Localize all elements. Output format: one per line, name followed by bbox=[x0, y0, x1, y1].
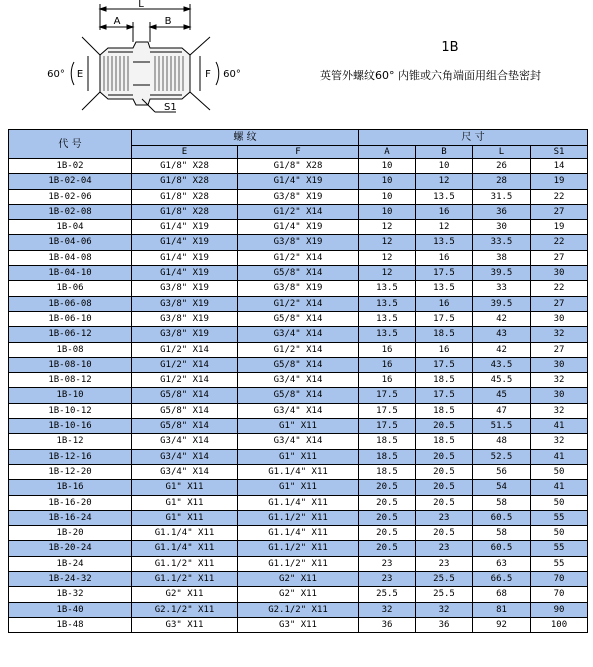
cell-s1: 41 bbox=[531, 480, 588, 495]
cell-l: 68 bbox=[473, 587, 531, 602]
col-header-e: E bbox=[132, 146, 238, 159]
cell-b: 17.5 bbox=[416, 266, 473, 281]
cell-f: G1.1/4" X11 bbox=[238, 526, 359, 541]
cell-b: 12 bbox=[416, 174, 473, 189]
table-row bbox=[9, 510, 588, 525]
cell-e: G3/4" X14 bbox=[132, 434, 238, 449]
cell-a: 10 bbox=[359, 189, 416, 204]
cell-l: 26 bbox=[473, 159, 531, 174]
cell-code: 1B-40 bbox=[9, 602, 132, 617]
cell-s1: 27 bbox=[531, 342, 588, 357]
cell-s1: 19 bbox=[531, 220, 588, 235]
cell-e: G1/4" X19 bbox=[132, 220, 238, 235]
cell-s1: 27 bbox=[531, 204, 588, 219]
table-row bbox=[9, 281, 588, 296]
cell-b: 20.5 bbox=[416, 449, 473, 464]
cell-f: G1.1/2" X11 bbox=[238, 541, 359, 556]
cell-e: G1/8" X28 bbox=[132, 174, 238, 189]
cell-a: 18.5 bbox=[359, 434, 416, 449]
cell-code: 1B-02-04 bbox=[9, 174, 132, 189]
cell-e: G3/4" X14 bbox=[132, 449, 238, 464]
cell-b: 23 bbox=[416, 556, 473, 571]
cell-a: 16 bbox=[359, 357, 416, 372]
cell-s1: 30 bbox=[531, 266, 588, 281]
table-row bbox=[9, 602, 588, 617]
cell-l: 60.5 bbox=[473, 541, 531, 556]
cell-e: G1" X11 bbox=[132, 495, 238, 510]
cell-e: G2" X11 bbox=[132, 587, 238, 602]
dim-label-A: A bbox=[113, 16, 121, 27]
cell-a: 13.5 bbox=[359, 296, 416, 311]
cell-f: G1.1/4" X11 bbox=[238, 495, 359, 510]
cell-code: 1B-48 bbox=[9, 617, 132, 632]
cell-e: G1.1/4" X11 bbox=[132, 541, 238, 556]
table-row bbox=[9, 373, 588, 388]
cell-s1: 90 bbox=[531, 602, 588, 617]
cell-f: G3/4" X14 bbox=[238, 403, 359, 418]
dim-label-F: F bbox=[205, 69, 211, 80]
table-row bbox=[9, 266, 588, 281]
table-row bbox=[9, 357, 588, 372]
table-row bbox=[9, 311, 588, 326]
cell-e: G1.1/4" X11 bbox=[132, 526, 238, 541]
cell-l: 58 bbox=[473, 526, 531, 541]
dim-label-angle-left: 60° bbox=[47, 69, 65, 80]
col-header-l: L bbox=[473, 146, 531, 159]
cell-s1: 27 bbox=[531, 250, 588, 265]
cell-e: G3/4" X14 bbox=[132, 464, 238, 479]
cell-b: 20.5 bbox=[416, 526, 473, 541]
fitting-drawing bbox=[0, 0, 250, 125]
cell-l: 58 bbox=[473, 495, 531, 510]
cell-e: G1/2" X14 bbox=[132, 373, 238, 388]
cell-a: 17.5 bbox=[359, 388, 416, 403]
table-row bbox=[9, 617, 588, 632]
cell-b: 16 bbox=[416, 342, 473, 357]
cell-l: 30 bbox=[473, 220, 531, 235]
table-row bbox=[9, 204, 588, 219]
cell-f: G1.1/2" X11 bbox=[238, 510, 359, 525]
table-row bbox=[9, 159, 588, 174]
cell-e: G3/8" X19 bbox=[132, 311, 238, 326]
cell-s1: 41 bbox=[531, 419, 588, 434]
cell-b: 20.5 bbox=[416, 419, 473, 434]
table-row bbox=[9, 403, 588, 418]
cell-s1: 19 bbox=[531, 174, 588, 189]
cell-f: G1.1/4" X11 bbox=[238, 464, 359, 479]
cell-b: 18.5 bbox=[416, 434, 473, 449]
cell-f: G2" X11 bbox=[238, 572, 359, 587]
cell-e: G5/8" X14 bbox=[132, 403, 238, 418]
cell-f: G1/2" X14 bbox=[238, 250, 359, 265]
cell-a: 36 bbox=[359, 617, 416, 632]
dim-label-S1: S1 bbox=[164, 102, 177, 113]
table-row bbox=[9, 587, 588, 602]
cell-e: G1/4" X19 bbox=[132, 235, 238, 250]
cell-l: 43.5 bbox=[473, 357, 531, 372]
cell-a: 20.5 bbox=[359, 495, 416, 510]
cell-a: 12 bbox=[359, 220, 416, 235]
cell-a: 16 bbox=[359, 373, 416, 388]
cell-code: 1B-10-12 bbox=[9, 403, 132, 418]
cell-b: 17.5 bbox=[416, 311, 473, 326]
cell-f: G1" X11 bbox=[238, 419, 359, 434]
cell-a: 10 bbox=[359, 174, 416, 189]
header-code: 代 号 bbox=[9, 130, 132, 159]
cell-code: 1B-16-20 bbox=[9, 495, 132, 510]
cell-e: G1/8" X28 bbox=[132, 189, 238, 204]
cell-l: 42 bbox=[473, 342, 531, 357]
cell-b: 32 bbox=[416, 602, 473, 617]
cell-s1: 14 bbox=[531, 159, 588, 174]
cell-a: 18.5 bbox=[359, 449, 416, 464]
cell-a: 32 bbox=[359, 602, 416, 617]
cell-e: G1" X11 bbox=[132, 480, 238, 495]
cell-s1: 32 bbox=[531, 434, 588, 449]
cell-l: 36 bbox=[473, 204, 531, 219]
table-row bbox=[9, 434, 588, 449]
cell-code: 1B-02 bbox=[9, 159, 132, 174]
cell-code: 1B-24 bbox=[9, 556, 132, 571]
cell-f: G1/2" X14 bbox=[238, 204, 359, 219]
cell-l: 31.5 bbox=[473, 189, 531, 204]
cell-f: G5/8" X14 bbox=[238, 311, 359, 326]
table-row bbox=[9, 388, 588, 403]
cell-b: 23 bbox=[416, 510, 473, 525]
cell-l: 54 bbox=[473, 480, 531, 495]
dim-label-L: L bbox=[138, 0, 144, 10]
cell-code: 1B-04 bbox=[9, 220, 132, 235]
table-row bbox=[9, 327, 588, 342]
cell-l: 39.5 bbox=[473, 296, 531, 311]
cell-a: 20.5 bbox=[359, 510, 416, 525]
cell-s1: 30 bbox=[531, 311, 588, 326]
cell-a: 13.5 bbox=[359, 327, 416, 342]
cell-a: 23 bbox=[359, 572, 416, 587]
cell-code: 1B-20-24 bbox=[9, 541, 132, 556]
cell-code: 1B-10-16 bbox=[9, 419, 132, 434]
cell-a: 23 bbox=[359, 556, 416, 571]
cell-a: 13.5 bbox=[359, 281, 416, 296]
cell-b: 20.5 bbox=[416, 464, 473, 479]
cell-b: 36 bbox=[416, 617, 473, 632]
cell-s1: 32 bbox=[531, 403, 588, 418]
cell-b: 16 bbox=[416, 204, 473, 219]
cell-b: 23 bbox=[416, 541, 473, 556]
col-header-a: A bbox=[359, 146, 416, 159]
table-row bbox=[9, 235, 588, 250]
cell-a: 18.5 bbox=[359, 464, 416, 479]
cell-s1: 22 bbox=[531, 235, 588, 250]
table-row bbox=[9, 296, 588, 311]
cell-b: 13.5 bbox=[416, 235, 473, 250]
table-row bbox=[9, 556, 588, 571]
cell-code: 1B-06 bbox=[9, 281, 132, 296]
table-row bbox=[9, 526, 588, 541]
cell-f: G1.1/2" X11 bbox=[238, 556, 359, 571]
cell-l: 56 bbox=[473, 464, 531, 479]
cell-f: G1" X11 bbox=[238, 449, 359, 464]
table-row bbox=[9, 495, 588, 510]
cell-l: 45 bbox=[473, 388, 531, 403]
cell-f: G3/4" X14 bbox=[238, 373, 359, 388]
cell-s1: 55 bbox=[531, 556, 588, 571]
table-row bbox=[9, 541, 588, 556]
cell-f: G5/8" X14 bbox=[238, 357, 359, 372]
cell-f: G2.1/2" X11 bbox=[238, 602, 359, 617]
dim-label-B: B bbox=[164, 16, 172, 27]
cell-f: G3" X11 bbox=[238, 617, 359, 632]
cell-s1: 22 bbox=[531, 189, 588, 204]
cell-e: G5/8" X14 bbox=[132, 388, 238, 403]
cell-l: 48 bbox=[473, 434, 531, 449]
cell-s1: 32 bbox=[531, 373, 588, 388]
cell-b: 12 bbox=[416, 220, 473, 235]
cell-b: 10 bbox=[416, 159, 473, 174]
cell-code: 1B-16-24 bbox=[9, 510, 132, 525]
cell-e: G1/4" X19 bbox=[132, 250, 238, 265]
cell-e: G2.1/2" X11 bbox=[132, 602, 238, 617]
cell-f: G1" X11 bbox=[238, 480, 359, 495]
cell-code: 1B-06-08 bbox=[9, 296, 132, 311]
cell-e: G3/8" X19 bbox=[132, 281, 238, 296]
cell-s1: 50 bbox=[531, 526, 588, 541]
cell-code: 1B-12-20 bbox=[9, 464, 132, 479]
cell-l: 42 bbox=[473, 311, 531, 326]
cell-l: 63 bbox=[473, 556, 531, 571]
cell-code: 1B-08-10 bbox=[9, 357, 132, 372]
cell-a: 12 bbox=[359, 266, 416, 281]
table-row bbox=[9, 250, 588, 265]
cell-a: 13.5 bbox=[359, 311, 416, 326]
cell-a: 25.5 bbox=[359, 587, 416, 602]
cell-f: G5/8" X14 bbox=[238, 266, 359, 281]
cell-code: 1B-04-10 bbox=[9, 266, 132, 281]
cell-f: G5/8" X14 bbox=[238, 388, 359, 403]
col-header-s1: S1 bbox=[531, 146, 588, 159]
cell-l: 33.5 bbox=[473, 235, 531, 250]
cell-a: 10 bbox=[359, 204, 416, 219]
cell-code: 1B-06-10 bbox=[9, 311, 132, 326]
table-row bbox=[9, 189, 588, 204]
cell-b: 16 bbox=[416, 250, 473, 265]
cell-code: 1B-04-06 bbox=[9, 235, 132, 250]
cell-code: 1B-08-12 bbox=[9, 373, 132, 388]
cell-b: 13.5 bbox=[416, 189, 473, 204]
cell-code: 1B-16 bbox=[9, 480, 132, 495]
cell-e: G1/8" X28 bbox=[132, 159, 238, 174]
cell-s1: 100 bbox=[531, 617, 588, 632]
table-row bbox=[9, 174, 588, 189]
cell-f: G1/4" X19 bbox=[238, 220, 359, 235]
cell-a: 12 bbox=[359, 250, 416, 265]
cell-f: G3/4" X14 bbox=[238, 327, 359, 342]
cell-e: G1/8" X28 bbox=[132, 204, 238, 219]
dim-label-E: E bbox=[76, 69, 84, 80]
cell-f: G3/8" X19 bbox=[238, 235, 359, 250]
cell-e: G3/8" X19 bbox=[132, 296, 238, 311]
cell-e: G1/2" X14 bbox=[132, 342, 238, 357]
cell-b: 20.5 bbox=[416, 480, 473, 495]
product-code: 1B bbox=[441, 40, 459, 55]
cell-l: 38 bbox=[473, 250, 531, 265]
cell-l: 47 bbox=[473, 403, 531, 418]
cell-a: 10 bbox=[359, 159, 416, 174]
cell-a: 16 bbox=[359, 342, 416, 357]
cell-b: 18.5 bbox=[416, 373, 473, 388]
table-row bbox=[9, 572, 588, 587]
col-header-b: B bbox=[416, 146, 473, 159]
spec-table-body bbox=[9, 159, 588, 633]
cell-l: 81 bbox=[473, 602, 531, 617]
cell-l: 28 bbox=[473, 174, 531, 189]
cell-f: G1/2" X14 bbox=[238, 342, 359, 357]
cell-s1: 70 bbox=[531, 587, 588, 602]
cell-f: G3/8" X19 bbox=[238, 189, 359, 204]
cell-code: 1B-12-16 bbox=[9, 449, 132, 464]
col-header-f: F bbox=[238, 146, 359, 159]
cell-b: 16 bbox=[416, 296, 473, 311]
cell-l: 66.5 bbox=[473, 572, 531, 587]
cell-b: 17.5 bbox=[416, 388, 473, 403]
product-description: 英管外螺纹60° 内锥或六角端面用组合垫密封 bbox=[320, 69, 541, 82]
cell-l: 92 bbox=[473, 617, 531, 632]
cell-e: G5/8" X14 bbox=[132, 419, 238, 434]
cell-e: G3/8" X19 bbox=[132, 327, 238, 342]
cell-l: 39.5 bbox=[473, 266, 531, 281]
cell-e: G1" X11 bbox=[132, 510, 238, 525]
cell-s1: 50 bbox=[531, 495, 588, 510]
cell-e: G1/4" X19 bbox=[132, 266, 238, 281]
cell-e: G1.1/2" X11 bbox=[132, 572, 238, 587]
table-row bbox=[9, 449, 588, 464]
cell-code: 1B-24-32 bbox=[9, 572, 132, 587]
cell-b: 18.5 bbox=[416, 403, 473, 418]
cell-f: G2" X11 bbox=[238, 587, 359, 602]
cell-l: 60.5 bbox=[473, 510, 531, 525]
cell-code: 1B-02-06 bbox=[9, 189, 132, 204]
cell-s1: 70 bbox=[531, 572, 588, 587]
cell-s1: 22 bbox=[531, 281, 588, 296]
cell-e: G3" X11 bbox=[132, 617, 238, 632]
cell-a: 12 bbox=[359, 235, 416, 250]
cell-b: 25.5 bbox=[416, 587, 473, 602]
cell-b: 13.5 bbox=[416, 281, 473, 296]
cell-a: 20.5 bbox=[359, 526, 416, 541]
table-row bbox=[9, 220, 588, 235]
cell-f: G1/8" X28 bbox=[238, 159, 359, 174]
cell-l: 51.5 bbox=[473, 419, 531, 434]
cell-e: G1/2" X14 bbox=[132, 357, 238, 372]
cell-code: 1B-04-08 bbox=[9, 250, 132, 265]
cell-s1: 27 bbox=[531, 296, 588, 311]
cell-s1: 55 bbox=[531, 541, 588, 556]
cell-s1: 30 bbox=[531, 357, 588, 372]
cell-l: 52.5 bbox=[473, 449, 531, 464]
cell-code: 1B-10 bbox=[9, 388, 132, 403]
cell-s1: 50 bbox=[531, 464, 588, 479]
cell-b: 18.5 bbox=[416, 327, 473, 342]
dim-label-angle-right: 60° bbox=[223, 69, 241, 80]
header-thread: 螺 纹 bbox=[132, 130, 359, 146]
cell-f: G1/2" X14 bbox=[238, 296, 359, 311]
cell-code: 1B-02-08 bbox=[9, 204, 132, 219]
cell-code: 1B-06-12 bbox=[9, 327, 132, 342]
cell-l: 43 bbox=[473, 327, 531, 342]
cell-a: 20.5 bbox=[359, 541, 416, 556]
cell-e: G1.1/2" X11 bbox=[132, 556, 238, 571]
table-row bbox=[9, 342, 588, 357]
cell-l: 33 bbox=[473, 281, 531, 296]
cell-b: 20.5 bbox=[416, 495, 473, 510]
cell-code: 1B-12 bbox=[9, 434, 132, 449]
cell-b: 17.5 bbox=[416, 357, 473, 372]
cell-f: G3/8" X19 bbox=[238, 281, 359, 296]
table-row bbox=[9, 419, 588, 434]
header-size: 尺 寸 bbox=[359, 130, 588, 146]
cell-s1: 32 bbox=[531, 327, 588, 342]
table-row bbox=[9, 480, 588, 495]
spec-table bbox=[8, 129, 588, 633]
cell-s1: 55 bbox=[531, 510, 588, 525]
cell-l: 45.5 bbox=[473, 373, 531, 388]
cell-code: 1B-32 bbox=[9, 587, 132, 602]
cell-f: G3/4" X14 bbox=[238, 434, 359, 449]
cell-a: 20.5 bbox=[359, 480, 416, 495]
cell-s1: 41 bbox=[531, 449, 588, 464]
table-row bbox=[9, 464, 588, 479]
cell-a: 17.5 bbox=[359, 403, 416, 418]
cell-f: G1/4" X19 bbox=[238, 174, 359, 189]
cell-code: 1B-08 bbox=[9, 342, 132, 357]
cell-s1: 30 bbox=[531, 388, 588, 403]
cell-a: 17.5 bbox=[359, 419, 416, 434]
cell-code: 1B-20 bbox=[9, 526, 132, 541]
cell-b: 25.5 bbox=[416, 572, 473, 587]
